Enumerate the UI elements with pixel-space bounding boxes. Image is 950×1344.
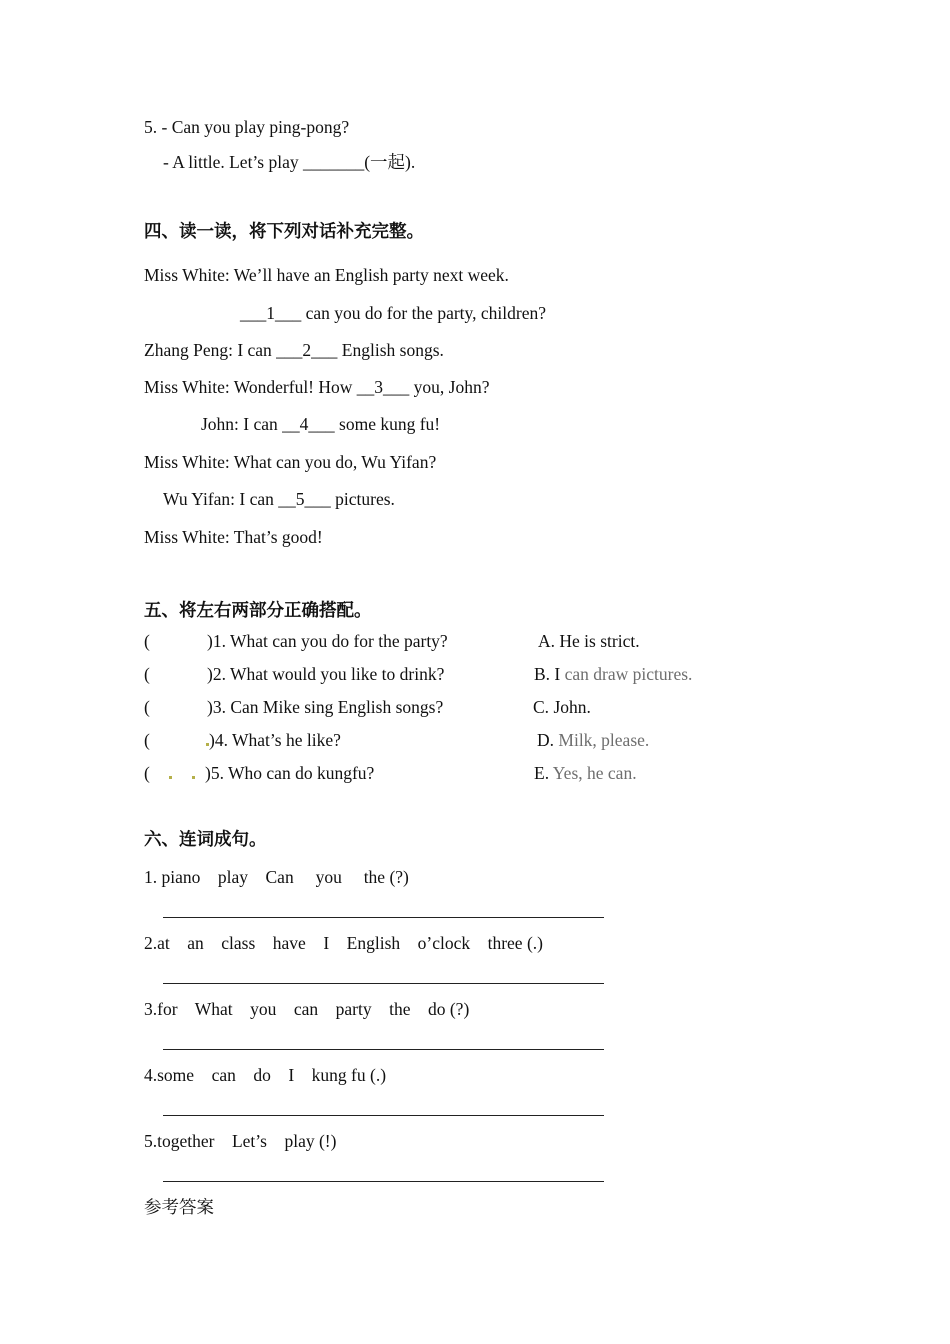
match-question: )4. What’s he like? bbox=[209, 730, 341, 750]
question-5-line-2: - A little. Let’s play _______(一起). bbox=[163, 152, 416, 172]
word-order-item: 3.for What you can party the do (?) bbox=[144, 999, 470, 1019]
match-question: )3. Can Mike sing English songs? bbox=[207, 697, 444, 717]
answer-letter: B. I bbox=[534, 664, 565, 684]
match-answer bbox=[537, 729, 649, 751]
answer-letter: E. bbox=[534, 763, 553, 783]
answer-line bbox=[163, 983, 604, 984]
match-paren: ( bbox=[144, 631, 150, 651]
match-paren: ( bbox=[144, 730, 150, 750]
dialogue-line: Miss White: What can you do, Wu Yifan? bbox=[144, 452, 437, 472]
word-order-item: 4.some can do I kung fu (.) bbox=[144, 1065, 387, 1085]
match-paren: ( bbox=[144, 697, 150, 717]
match-paren: ( bbox=[144, 763, 150, 783]
section-5-title: 五、将左右两部分正确搭配。 bbox=[144, 601, 372, 621]
question-5-line-1: 5. - Can you play ping-pong? bbox=[144, 117, 350, 137]
answer-text: John. bbox=[553, 697, 591, 717]
answer-key-heading: 参考答案 bbox=[144, 1198, 214, 1218]
dialogue-line: Miss White: We’ll have an English party next week. bbox=[144, 265, 509, 285]
answer-letter: A. bbox=[538, 631, 560, 651]
word-order-item: 5.together Let’s play (!) bbox=[144, 1131, 337, 1151]
answer-line bbox=[163, 1115, 604, 1116]
answer-line bbox=[163, 1049, 604, 1050]
section-4-title: 四、读一读，将下列对话补充完整。 bbox=[144, 222, 424, 242]
stray-mark bbox=[192, 776, 195, 779]
match-question: )1. What can you do for the party? bbox=[207, 631, 448, 651]
match-answer bbox=[534, 663, 692, 685]
dialogue-line: John: I can __4___ some kung fu! bbox=[201, 414, 441, 434]
match-answer bbox=[538, 630, 640, 652]
word-order-item: 2.at an class have I English o’clock three (.) bbox=[144, 933, 543, 953]
dialogue-line: Zhang Peng: I can ___2___ English songs. bbox=[144, 340, 444, 360]
match-answer bbox=[534, 762, 637, 784]
answer-text: Milk, please. bbox=[558, 730, 650, 750]
word-order-item: 1. piano play Can you the (?) bbox=[144, 867, 409, 887]
dialogue-line: ___1___ can you do for the party, children? bbox=[240, 303, 546, 323]
answer-text: He is strict. bbox=[559, 631, 640, 651]
dialogue-line: Wu Yifan: I can __5___ pictures. bbox=[163, 489, 395, 509]
match-answer bbox=[533, 696, 591, 718]
match-question: )2. What would you like to drink? bbox=[207, 664, 445, 684]
match-paren: ( bbox=[144, 664, 150, 684]
answer-letter: C. bbox=[533, 697, 554, 717]
answer-text: Yes, he can. bbox=[552, 763, 637, 783]
answer-line bbox=[163, 1181, 604, 1182]
section-6-title: 六、连词成句。 bbox=[144, 830, 267, 850]
answer-letter: D. bbox=[537, 730, 559, 750]
dialogue-line: Miss White: Wonderful! How __3___ you, John? bbox=[144, 377, 490, 397]
dialogue-line: Miss White: That’s good! bbox=[144, 527, 323, 547]
answer-line bbox=[163, 917, 604, 918]
answer-text: can draw pictures. bbox=[564, 664, 693, 684]
match-question: )5. Who can do kungfu? bbox=[205, 763, 375, 783]
stray-mark bbox=[169, 776, 172, 779]
